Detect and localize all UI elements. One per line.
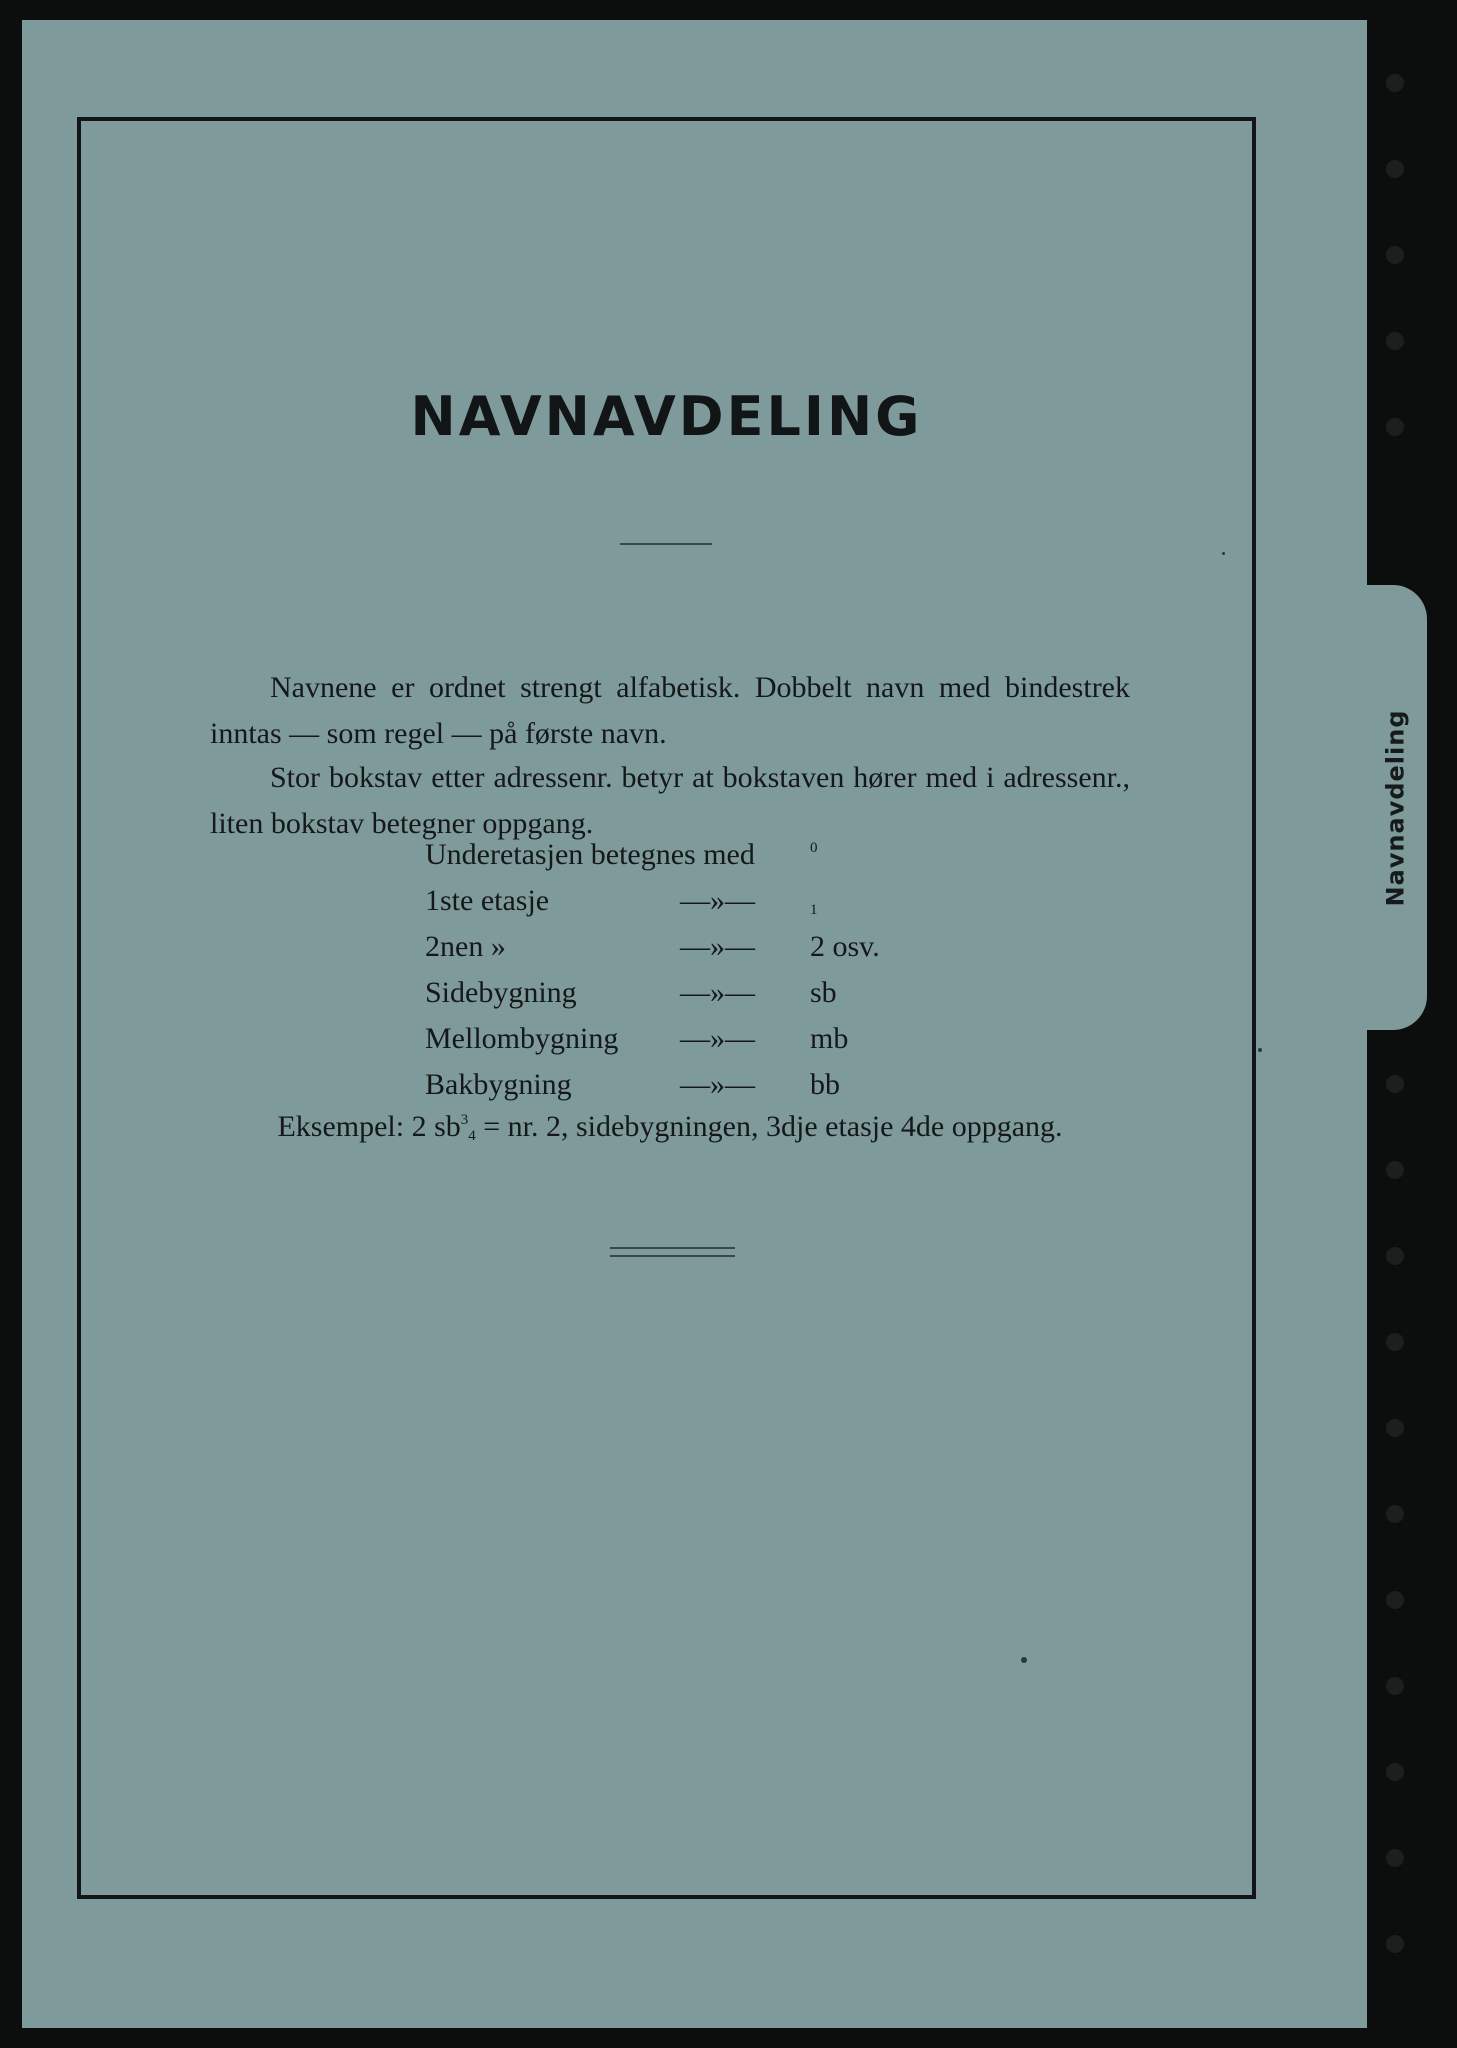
legend-row: [425, 1022, 1025, 1068]
page-title: NAVNAVDELING: [410, 385, 923, 448]
title-divider: [620, 543, 712, 545]
paragraph-letters: Stor bokstav etter adressenr. betyr at bokstaven hører med i adressenr., liten bokstav betegner oppgang.: [210, 761, 1130, 840]
legend-label: 1ste etasje: [425, 884, 550, 917]
example-suffix: = nr. 2, sidebygningen, 3dje etasje 4de oppgang.: [475, 1110, 1063, 1143]
binder-hole: [1386, 1849, 1404, 1867]
example-line: [210, 1110, 1130, 1145]
binder-hole: [1386, 1333, 1404, 1351]
legend-code: bb: [810, 1068, 840, 1101]
legend-code: sb: [810, 976, 837, 1009]
paper-speck: [1258, 1048, 1262, 1052]
legend-code: mb: [810, 1022, 849, 1055]
legend-ditto-mark: —»—: [680, 930, 755, 963]
legend-row: [425, 930, 1025, 976]
binder-hole: [1386, 1763, 1404, 1781]
legend-ditto-mark: —»—: [680, 1022, 755, 1055]
legend-row: [425, 1068, 1025, 1114]
binder-hole: [1386, 1161, 1404, 1179]
binder-hole: [1386, 246, 1404, 264]
binder-hole: [1386, 1247, 1404, 1265]
binder-hole: [1386, 418, 1404, 436]
binder-hole: [1386, 1591, 1404, 1609]
legend-label: Underetasjen betegnes med: [425, 838, 755, 871]
legend-ditto-mark: —»—: [680, 1068, 755, 1101]
binder-hole: [1386, 74, 1404, 92]
example-entrance: 4: [468, 1128, 476, 1144]
binder-hole: [1386, 332, 1404, 350]
legend-ditto-mark: —»—: [680, 976, 755, 1009]
paper-speck: [1021, 1657, 1027, 1663]
legend-code: 0: [810, 840, 818, 856]
legend-row: [425, 884, 1025, 930]
legend-label: Mellombygning: [425, 1022, 619, 1055]
legend-label: 2nen »: [425, 930, 506, 963]
index-tab-label: Navnavdeling: [1382, 708, 1410, 907]
paragraph-alphabetical: Navnene er ordnet strengt alfabetisk. Dobbelt navn med bindestrek inntas — som regel — på første navn.: [210, 671, 1130, 750]
example-prefix: Eksempel: 2 sb: [277, 1110, 461, 1143]
legend-code: 2 osv.: [810, 930, 880, 963]
legend-label: Bakbygning: [425, 1068, 572, 1101]
closing-double-rule: [610, 1247, 735, 1257]
binder-hole: [1386, 1505, 1404, 1523]
legend-ditto-mark: —»—: [680, 884, 755, 917]
example-floor: 3: [460, 1112, 469, 1128]
binder-hole: [1386, 1075, 1404, 1093]
binder-hole: [1386, 1677, 1404, 1695]
binder-hole: [1386, 1935, 1404, 1953]
paper-speck: [1222, 552, 1225, 555]
legend-row: [425, 976, 1025, 1022]
legend-code: 1: [810, 902, 818, 918]
binder-hole: [1386, 160, 1404, 178]
legend-label: Sidebygning: [425, 976, 577, 1009]
legend-row: [425, 838, 1025, 884]
index-tab-label-wrap: [1365, 585, 1427, 1030]
binder-hole: [1386, 1419, 1404, 1437]
